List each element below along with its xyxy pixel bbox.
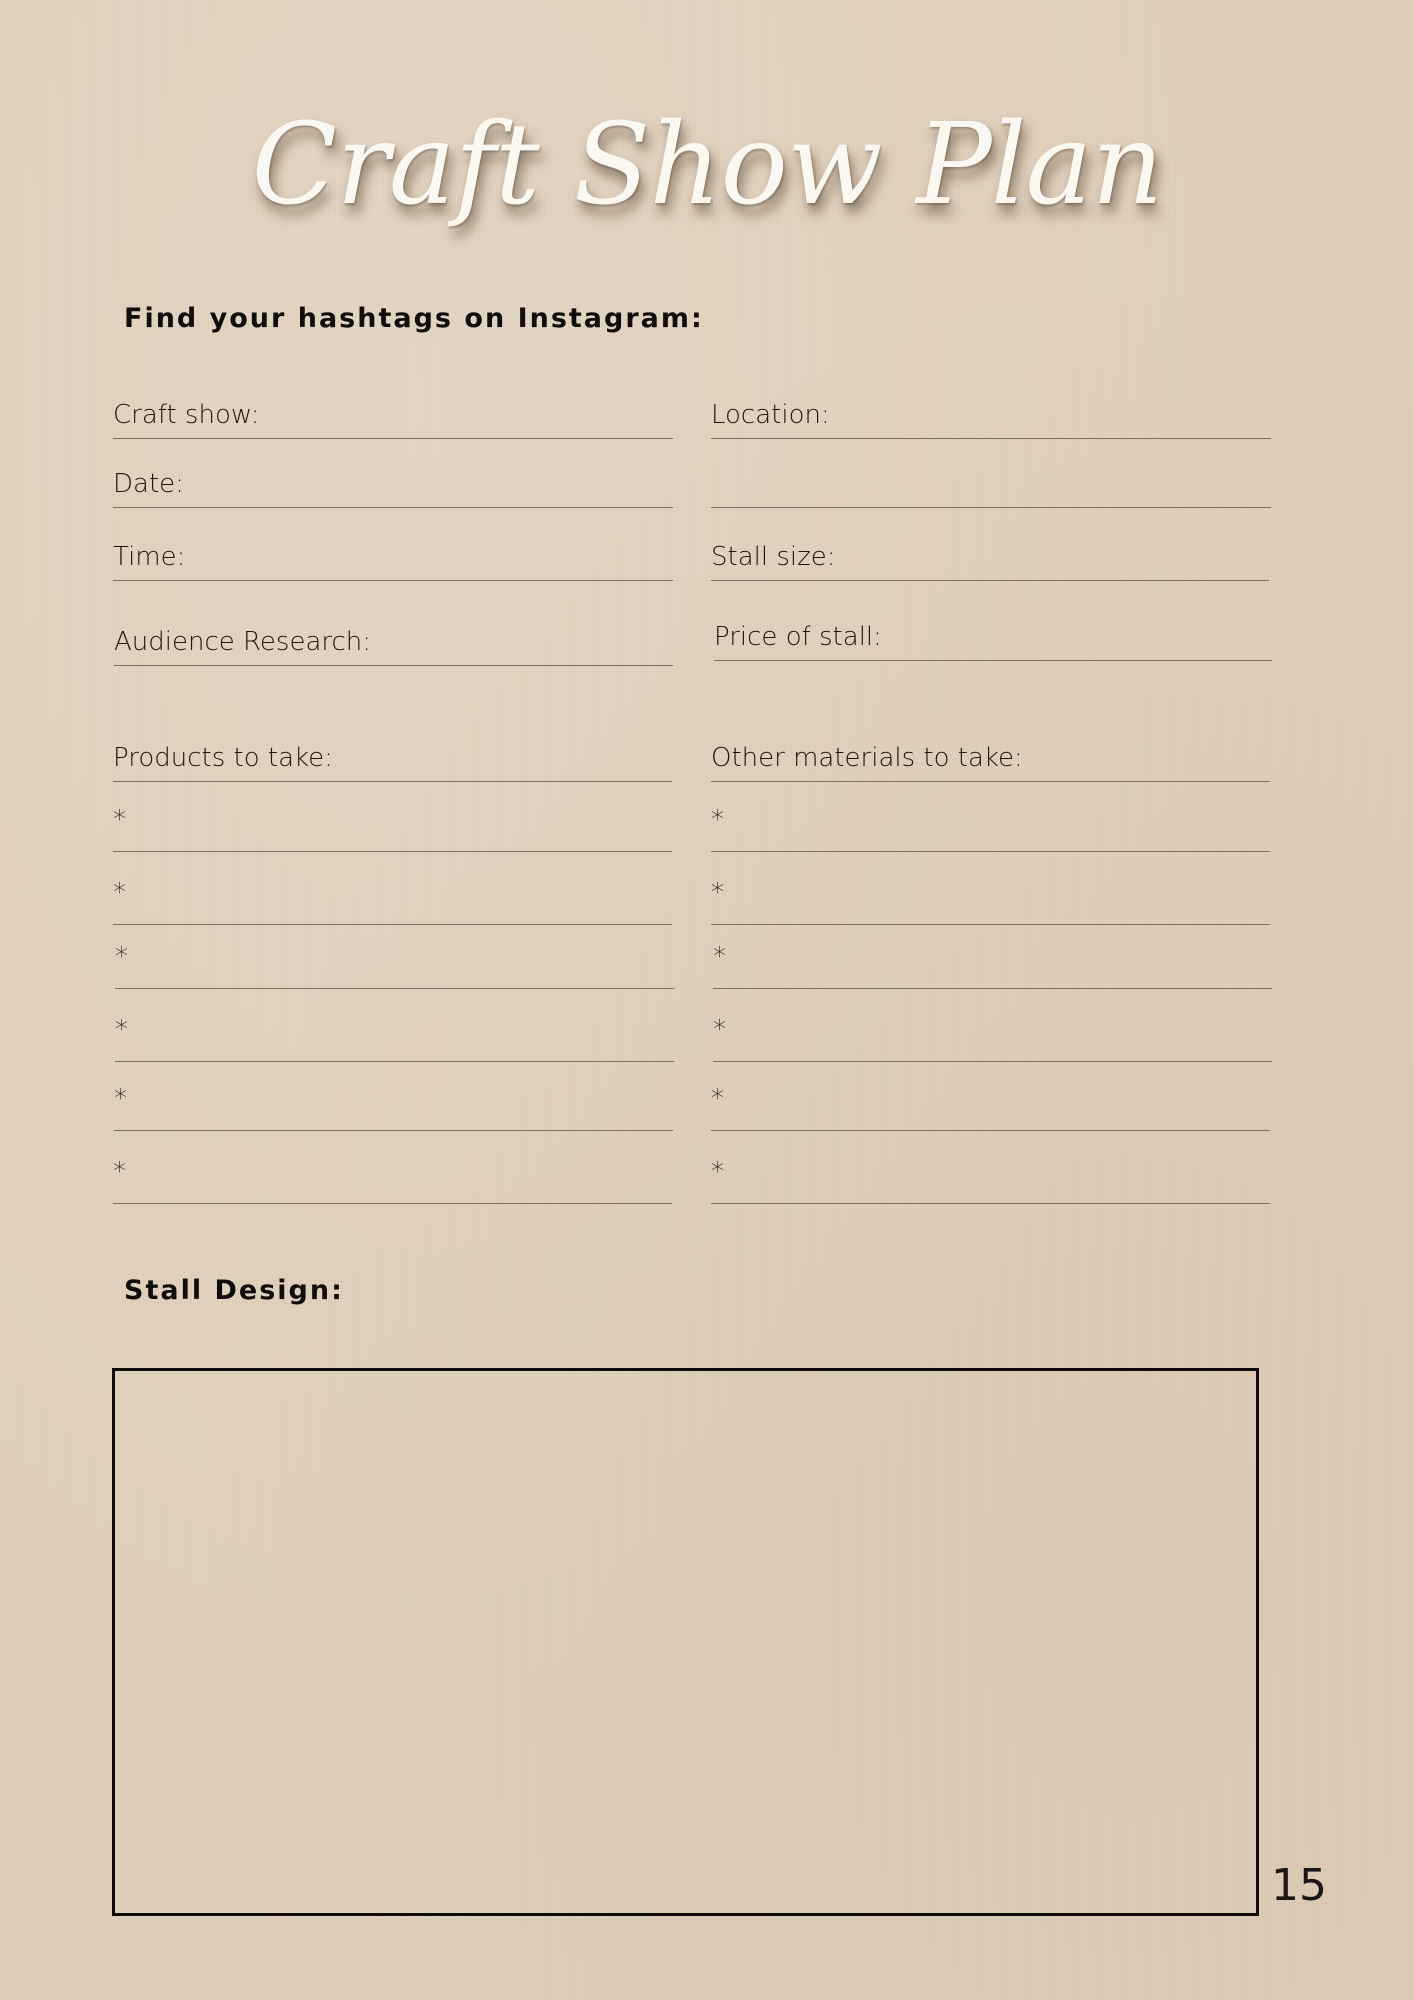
page-number: 15 [1271, 1860, 1327, 1911]
products-item-2[interactable] [113, 878, 672, 925]
bullet-asterisk: * [114, 1084, 127, 1114]
bullet-asterisk: * [113, 1157, 126, 1187]
date-field[interactable] [113, 467, 673, 508]
products-item-6[interactable] [113, 1157, 672, 1204]
bullet-asterisk: * [115, 942, 128, 972]
products-item-1[interactable] [113, 805, 672, 852]
location-label: Location: [711, 400, 830, 430]
craft-show-field[interactable] [113, 398, 673, 439]
price-of-stall-field[interactable] [714, 620, 1272, 661]
bullet-asterisk: * [115, 1015, 128, 1045]
stall-design-heading: Stall Design: [124, 1275, 344, 1306]
bullet-asterisk: * [711, 1084, 724, 1114]
materials-item-3[interactable] [713, 942, 1272, 989]
bullet-asterisk: * [711, 878, 724, 908]
audience-research-field[interactable] [114, 625, 673, 666]
craft-show-label: Craft show: [113, 400, 260, 430]
products-item-4[interactable] [115, 1015, 674, 1062]
price-of-stall-label: Price of stall: [714, 622, 882, 652]
products-heading-row [113, 741, 672, 782]
hashtags-heading: Find your hashtags on Instagram: [124, 303, 704, 334]
date-right-blank-field[interactable] [711, 467, 1271, 508]
time-label: Time: [113, 542, 186, 572]
materials-item-4[interactable] [713, 1015, 1272, 1062]
materials-item-6[interactable] [711, 1157, 1270, 1204]
bullet-asterisk: * [711, 805, 724, 835]
materials-item-5[interactable] [711, 1084, 1270, 1131]
materials-heading: Other materials to take: [711, 743, 1023, 773]
bullet-asterisk: * [113, 878, 126, 908]
bullet-asterisk: * [113, 805, 126, 835]
time-field[interactable] [113, 540, 673, 581]
products-item-5[interactable] [114, 1084, 673, 1131]
materials-item-1[interactable] [711, 805, 1270, 852]
stall-size-field[interactable] [711, 540, 1269, 581]
date-label: Date: [113, 469, 184, 499]
stall-size-label: Stall size: [711, 542, 836, 572]
stall-design-drawing-area[interactable] [112, 1368, 1259, 1916]
bullet-asterisk: * [711, 1157, 724, 1187]
bullet-asterisk: * [713, 942, 726, 972]
materials-heading-row [711, 741, 1270, 782]
location-field[interactable] [711, 398, 1271, 439]
products-heading: Products to take: [113, 743, 333, 773]
materials-item-2[interactable] [711, 878, 1270, 925]
bullet-asterisk: * [713, 1015, 726, 1045]
products-item-3[interactable] [115, 942, 674, 989]
audience-research-label: Audience Research: [114, 627, 372, 657]
page-title: Craft Show Plan [251, 100, 1163, 230]
